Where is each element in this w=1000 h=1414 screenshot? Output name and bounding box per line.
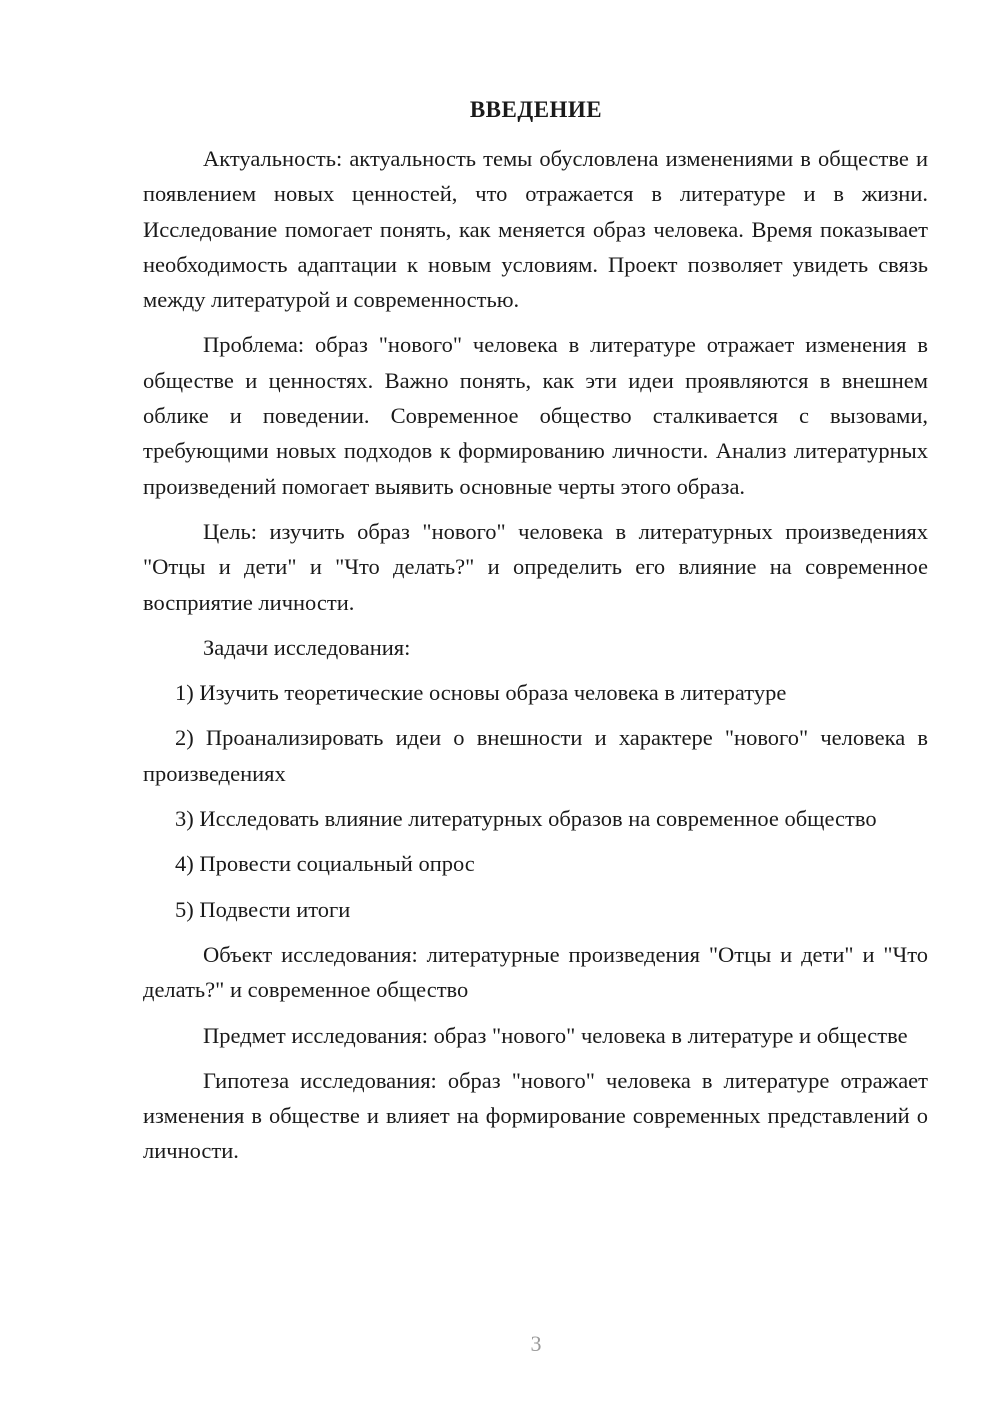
page-title: ВВЕДЕНИЕ xyxy=(469,97,603,122)
task-item-2: 2) Проанализировать идеи о внешности и характере "нового" человека в произведениях xyxy=(143,725,928,786)
paragraph-hypothesis: Гипотеза исследования: образ "нового" человека в литературе отражает изменения в обществе и влияет на формирование современных представлений о личности. xyxy=(143,1067,928,1164)
paragraph-goal: Цель: изучить образ "нового" человека в литературных произведениях "Отцы и дети" и "Что делать?" и определить его влияние на современное восприятие личности. xyxy=(143,518,928,615)
paragraph-problem: Проблема: образ "нового" человека в литературе отражает изменения в обществе и ценностях. Важно понять, как эти идеи проявляются в внешнем облике и поведении. Современное общество сталкивается с вызовами, требующими новых подходов к формированию личности. Анализ литературных произведений помогает выявить основные черты этого образа. xyxy=(143,332,928,499)
task-item-3: 3) Исследовать влияние литературных образов на современное общество xyxy=(175,806,877,832)
task-item-1: 1) Изучить теоретические основы образа человека в литературе xyxy=(175,680,787,706)
paragraph-subject: Предмет исследования: образ "нового" человека в литературе и обществе xyxy=(203,1022,908,1048)
paragraph-object: Объект исследования: литературные произведения "Отцы и дети" и "Что делать?" и современное общество xyxy=(143,941,928,1003)
paragraph-relevance: Актуальность: актуальность темы обусловлена изменениями в обществе и появлением новых ценностей, что отражается в литературе и в жизни. Исследование помогает понять, как меняется образ человека. Время показывает необходимость адаптации к новым условиям. Проект позволяет увидеть связь между литературой и современностью. xyxy=(143,146,928,313)
document-body xyxy=(143,141,928,1179)
tasks-heading: Задачи исследования: xyxy=(203,634,411,660)
task-item-4: 4) Провести социальный опрос xyxy=(175,851,475,877)
task-item-5: 5) Подвести итоги xyxy=(175,896,351,922)
page-number: 3 xyxy=(530,1331,542,1356)
